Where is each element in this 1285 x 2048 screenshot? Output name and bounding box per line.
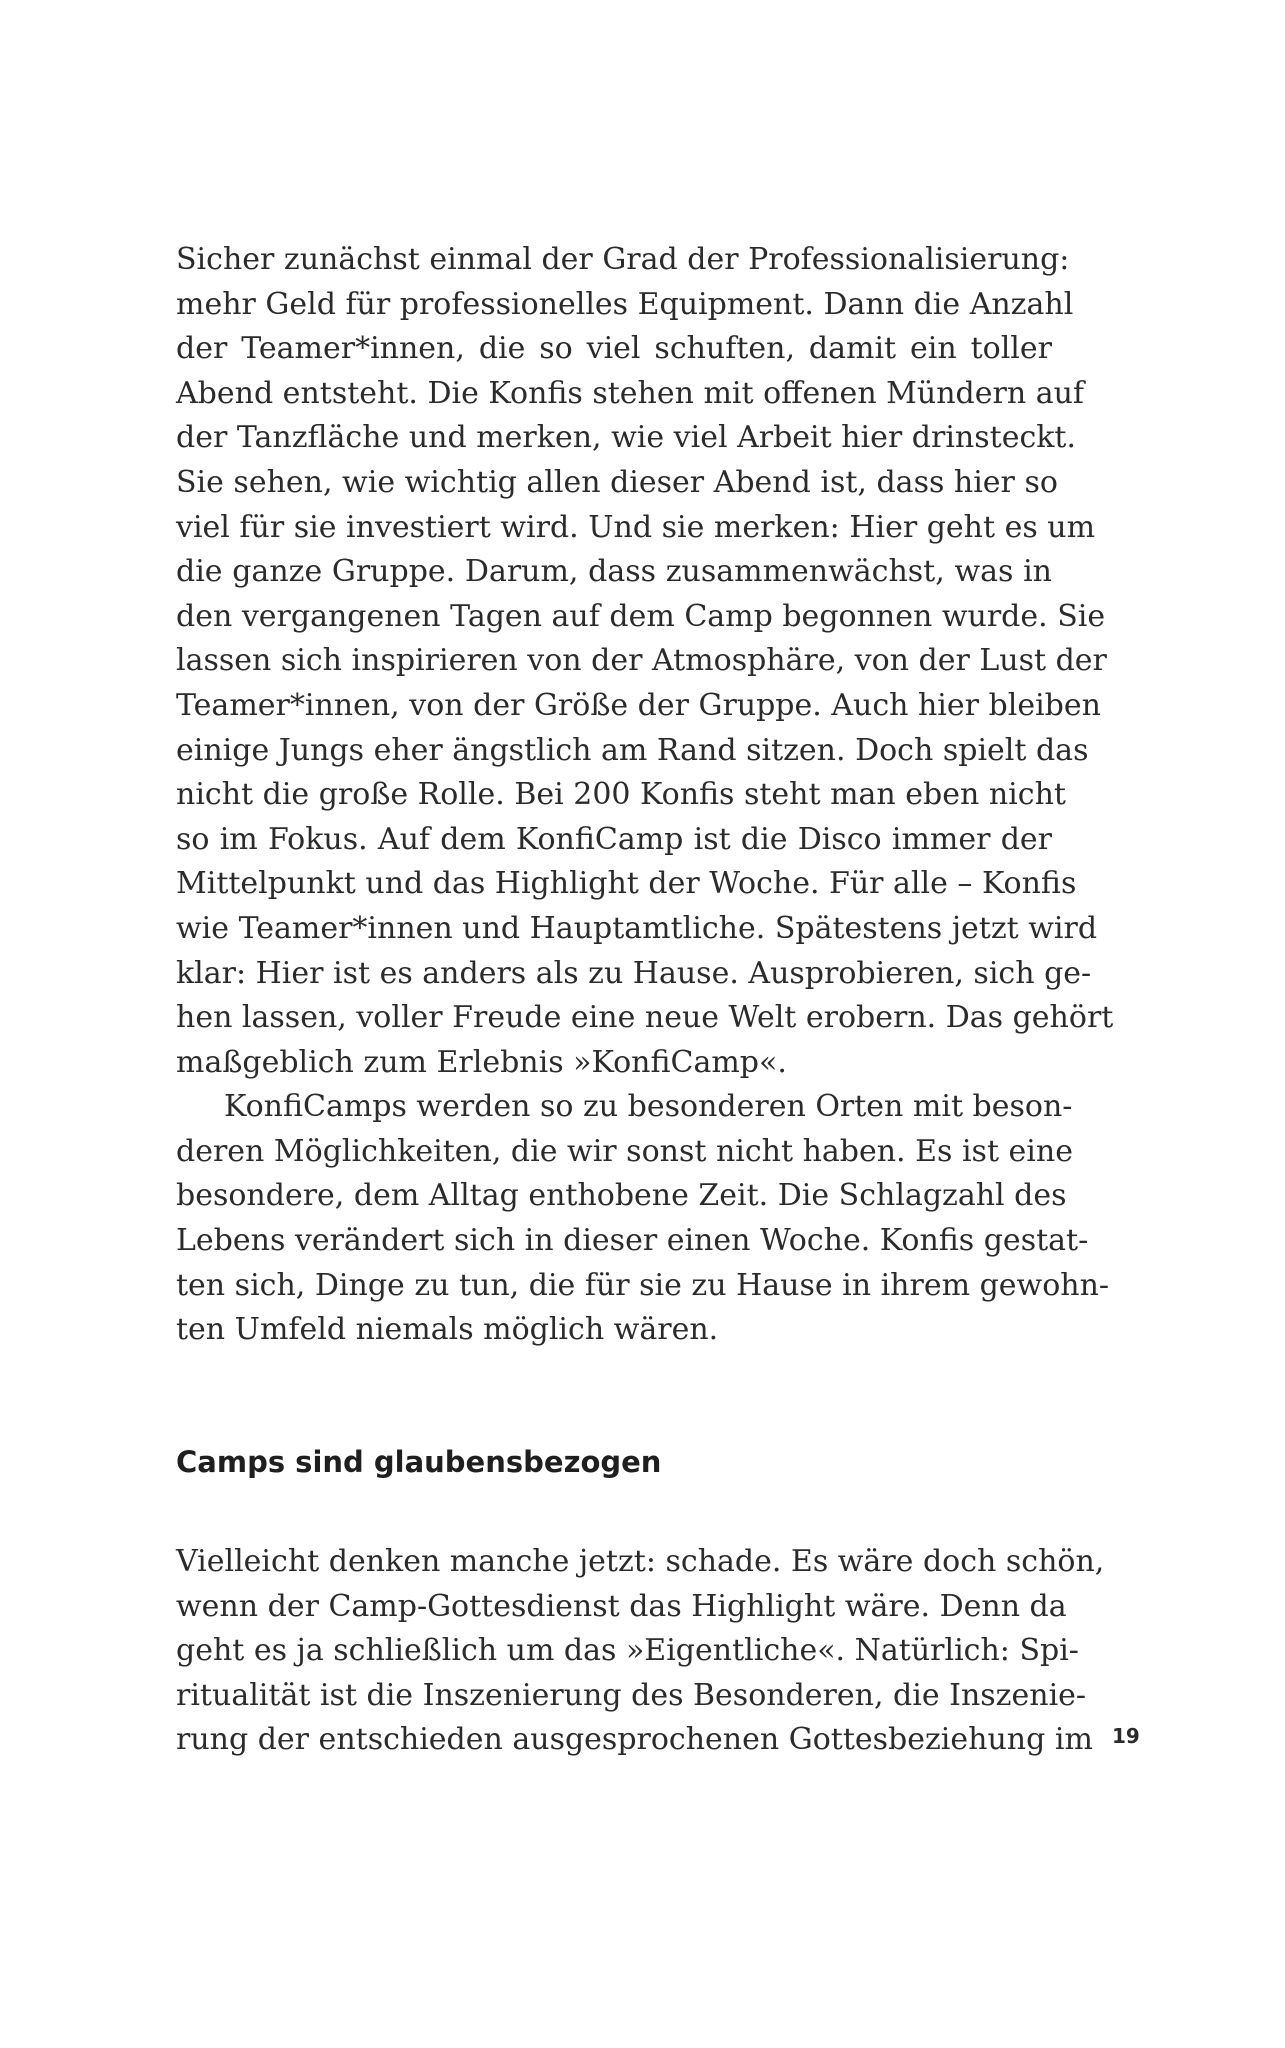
text-line: nicht die große Rolle. Bei 200 Konfis steht man eben nicht bbox=[176, 777, 1066, 813]
text-line: Lebens verändert sich in dieser einen Woche. Konfis gestat- bbox=[176, 1223, 1089, 1259]
text-line: Teamer*innen, von der Größe der Gruppe. Auch hier bleiben bbox=[176, 687, 1101, 723]
text-line: deren Möglichkeiten, die wir sonst nicht haben. Es ist eine bbox=[176, 1133, 1073, 1169]
text-line: der Teamer*innen, die so viel schuften, damit ein toller bbox=[176, 331, 1052, 367]
text-line: klar: Hier ist es anders als zu Hause. Ausprobieren, sich ge- bbox=[176, 955, 1092, 991]
text-line: mehr Geld für professionelles Equipment. Dann die Anzahl bbox=[176, 286, 1074, 322]
body-text-section-1 bbox=[176, 238, 1114, 1353]
text-line: geht es ja schließlich um das »Eigentliche«. Natürlich: Spi- bbox=[176, 1633, 1079, 1669]
section-heading: Camps sind glaubensbezogen bbox=[176, 1445, 662, 1479]
text-line: wenn der Camp-Gottesdienst das Highlight wäre. Denn da bbox=[176, 1588, 1067, 1624]
text-line: Sie sehen, wie wichtig allen dieser Abend ist, dass hier so bbox=[176, 464, 1058, 500]
text-line: der Tanzfläche und merken, wie viel Arbeit hier drinsteckt. bbox=[176, 420, 1077, 456]
text-line: besondere, dem Alltag enthobene Zeit. Die Schlagzahl des bbox=[176, 1178, 1067, 1214]
text-line: lassen sich inspirieren von der Atmosphäre, von der Lust der bbox=[176, 643, 1107, 679]
text-line: maßgeblich zum Erlebnis »KonfiCamp«. bbox=[176, 1044, 787, 1080]
text-line: so im Fokus. Auf dem KonfiCamp ist die Disco immer der bbox=[176, 821, 1052, 857]
page-number: 19 bbox=[1112, 1724, 1140, 1748]
text-line: Sicher zunächst einmal der Grad der Professionalisierung: bbox=[176, 242, 1070, 277]
paragraph-first-line: KonfiCamps werden so zu besonderen Orten mit beson- bbox=[224, 1089, 1073, 1125]
text-line: Abend entsteht. Die Konfis stehen mit offenen Mündern auf bbox=[176, 375, 1084, 411]
text-line: viel für sie investiert wird. Und sie merken: Hier geht es um bbox=[176, 509, 1096, 545]
text-line: hen lassen, voller Freude eine neue Welt erobern. Das gehört bbox=[176, 1000, 1114, 1036]
text-line: Mittelpunkt und das Highlight der Woche. Für alle – Konfis bbox=[176, 866, 1077, 902]
text-line: rung der entschieden ausgesprochenen Gottesbeziehung im bbox=[176, 1722, 1093, 1758]
text-line: einige Jungs eher ängstlich am Rand sitzen. Doch spielt das bbox=[176, 732, 1089, 768]
text-line: ten sich, Dinge zu tun, die für sie zu Hause in ihrem gewohn- bbox=[176, 1267, 1110, 1303]
body-text-section-2 bbox=[176, 1540, 1105, 1763]
text-line: Vielleicht denken manche jetzt: schade. Es wäre doch schön, bbox=[176, 1544, 1105, 1579]
text-line: ritualität ist die Inszenierung des Besonderen, die Inszenie- bbox=[176, 1677, 1087, 1713]
text-line: ten Umfeld niemals möglich wären. bbox=[176, 1312, 719, 1348]
text-line: den vergangenen Tagen auf dem Camp begonnen wurde. Sie bbox=[176, 598, 1106, 634]
text-line: die ganze Gruppe. Darum, dass zusammenwächst, was in bbox=[176, 554, 1052, 590]
text-line: wie Teamer*innen und Hauptamtliche. Spätestens jetzt wird bbox=[176, 910, 1098, 946]
